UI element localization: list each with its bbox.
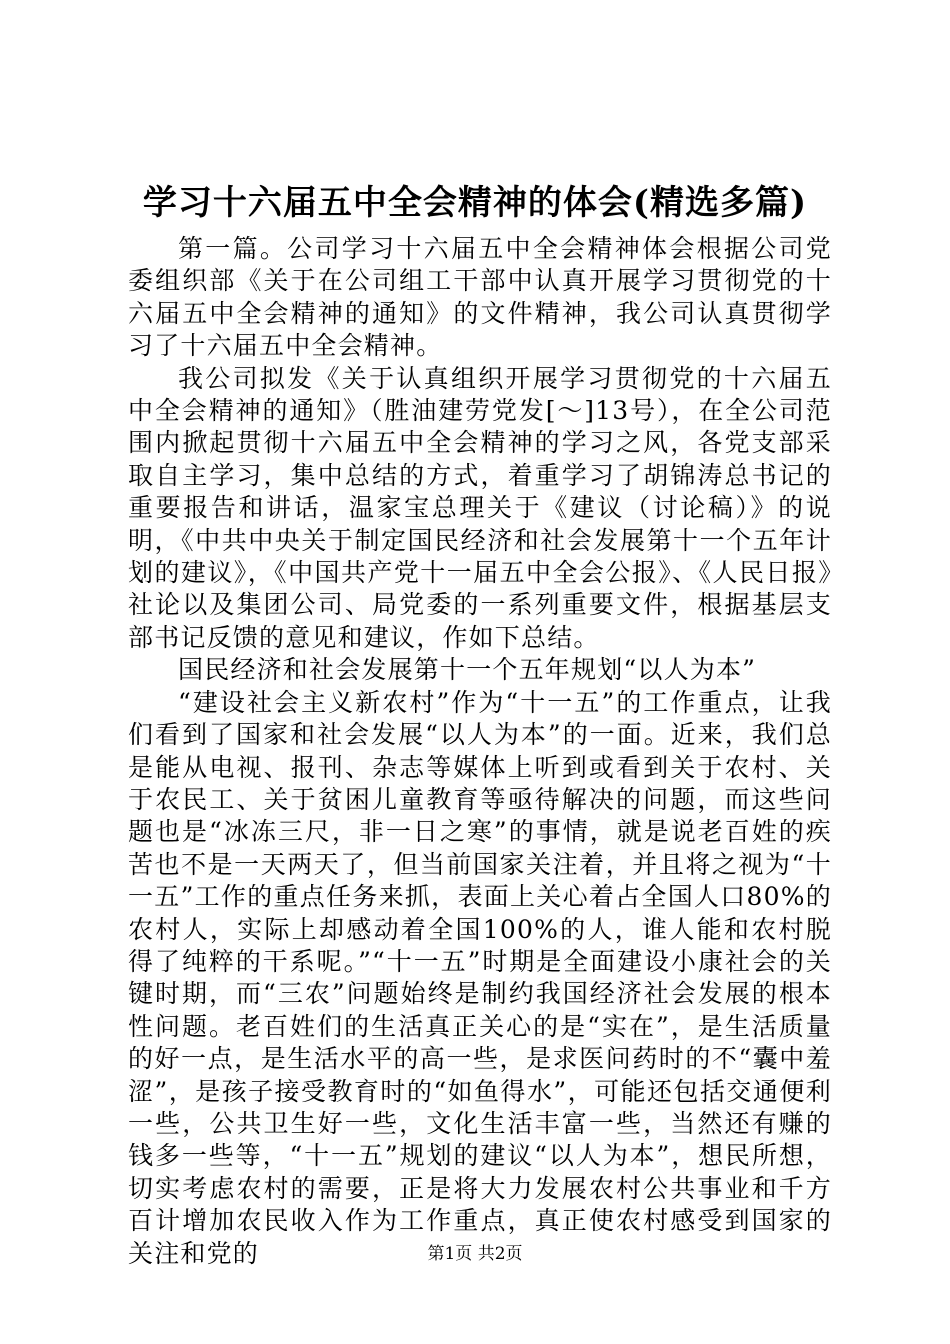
paragraph-2: 我公司拟发《关于认真组织开展学习贯彻党的十六届五中全会精神的通知》（胜油建劳党发[～]13号），在全公司范围内掀起贯彻十六届五中全会精神的学习之风，各党支部采取自主学习，集中总结的方式，着重学习了胡锦涛总书记的重要报告和讲话，温家宝总理关于《建议（讨论稿）》的说明，《中共中央关于制定国民经济和社会发展第十一个五年计划的建议》，《中国共产党十一届五中全会公报》、《人民日报》社论以及集团公司、局党委的一系列重要文件，根据基层支部书记反馈的意见和建议，作如下总结。 <box>128 363 832 652</box>
document-title: 学习十六届五中全会精神的体会(精选多篇) <box>142 183 808 223</box>
paragraph-1: 第一篇。公司学习十六届五中全会精神体会根据公司党委组织部《关于在公司组工干部中认真开展学习贯彻党的十六届五中全会精神的通知》的文件精神，我公司认真贯彻学习了十六届五中全会精神。 <box>128 234 832 361</box>
document-body <box>128 233 832 1270</box>
paragraph-4: “建设社会主义新农村”作为“十一五”的工作重点，让我们看到了国家和社会发展“以人为本”的一面。近来，我们总是能从电视、报刊、杂志等媒体上听到或看到关于农村、关于农民工、关于贫困儿童教育等亟待解决的问题，而这些问题也是“冰冻三尺，非一日之寒”的事情，就是说老百姓的疾苦也不是一天两天了，但当前国家关注着，并且将之视为“十一五”工作的重点任务来抓，表面上关心着占全国人口80%的农村人，实际上却感动着全国100%的人，谁人能和农村脱得了纯粹的干系呢。”“十一五”时期是全面建设小康社会的关键时期，而“三农”问题始终是制约我国经济社会发展的根本性问题。老百姓们的生活真正关心的是“实在”，是生活质量的好一点，是生活水平的高一些，是求医问药时的不“囊中羞涩”，是孩子接受教育时的“如鱼得水”，可能还包括交通便利一些，公共卫生好一些，文化生活丰富一些，当然还有赚的钱多一些等，“十一五”规划的建议“以人为本”，想民所想，切实考虑农村的需要，正是将大力发展农村公共事业和千方百计增加农民收入作为工作重点，真正使农村感受到国家的关注和党的 <box>128 687 832 1268</box>
page-number-footer: 第1页 共2页 <box>427 1244 523 1264</box>
paragraph-3-heading: 国民经济和社会发展第十一个五年规划“以人为本” <box>178 655 757 685</box>
